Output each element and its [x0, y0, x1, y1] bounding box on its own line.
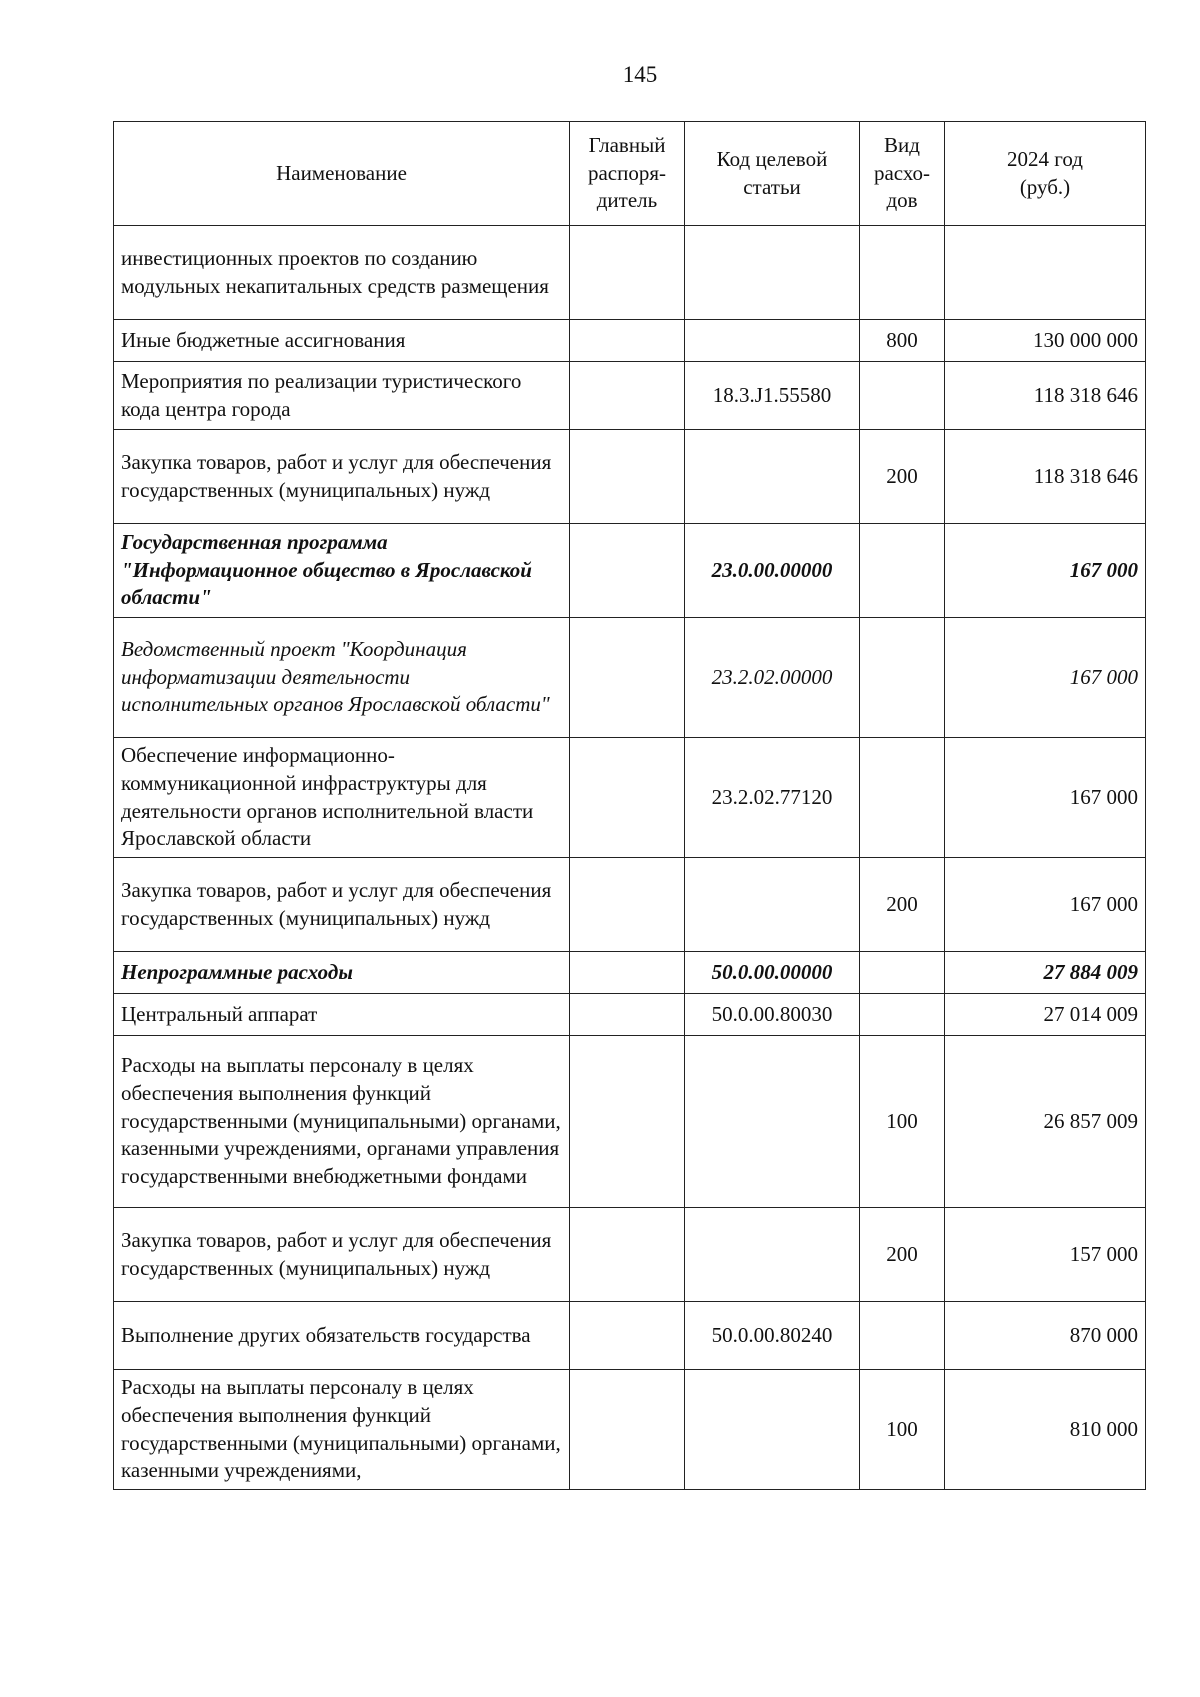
- table-row: [114, 1036, 1146, 1208]
- cell-sum: 167 000: [945, 858, 1146, 952]
- table-row: [114, 618, 1146, 738]
- cell-type: [860, 738, 945, 858]
- cell-admin: [570, 994, 685, 1036]
- table-body: [114, 226, 1146, 1490]
- cell-type: [860, 994, 945, 1036]
- cell-admin: [570, 320, 685, 362]
- cell-name: Иные бюджетные ассигнования: [114, 320, 570, 362]
- table-row: [114, 524, 1146, 618]
- cell-code: 50.0.00.80240: [685, 1302, 860, 1370]
- budget-table: [113, 121, 1146, 1490]
- cell-code: [685, 1036, 860, 1208]
- cell-name: Центральный аппарат: [114, 994, 570, 1036]
- cell-code: [685, 1208, 860, 1302]
- cell-code: 18.3.J1.55580: [685, 362, 860, 430]
- cell-admin: [570, 952, 685, 994]
- table-row: [114, 226, 1146, 320]
- cell-name: Обеспечение информационно-коммуникационной инфраструктуры для деятельности органов исполнительной власти Ярославской области: [114, 738, 570, 858]
- cell-code: [685, 430, 860, 524]
- cell-code: [685, 1370, 860, 1490]
- table-row: [114, 994, 1146, 1036]
- header-code: Код целевой статьи: [685, 122, 860, 226]
- cell-admin: [570, 1370, 685, 1490]
- cell-sum: 167 000: [945, 618, 1146, 738]
- cell-name: Государственная программа "Информационное общество в Ярославской области": [114, 524, 570, 618]
- cell-sum: 157 000: [945, 1208, 1146, 1302]
- header-name: Наименование: [114, 122, 570, 226]
- page-number: 145: [622, 62, 658, 87]
- table-row: [114, 1370, 1146, 1490]
- cell-admin: [570, 1208, 685, 1302]
- cell-code: 50.0.00.80030: [685, 994, 860, 1036]
- cell-sum: 810 000: [945, 1370, 1146, 1490]
- cell-sum: 167 000: [945, 738, 1146, 858]
- table-row: [114, 1208, 1146, 1302]
- cell-admin: [570, 524, 685, 618]
- table-row: [114, 952, 1146, 994]
- cell-name: Непрограммные расходы: [114, 952, 570, 994]
- cell-type: [860, 226, 945, 320]
- cell-type: [860, 952, 945, 994]
- table-row: [114, 320, 1146, 362]
- cell-name: Расходы на выплаты персоналу в целях обеспечения выполнения функций государственными (муниципальными) органами, казенными учреждениями, органами управления государственными внебюджетными фондами: [114, 1036, 570, 1208]
- cell-name: Выполнение других обязательств государства: [114, 1302, 570, 1370]
- cell-admin: [570, 618, 685, 738]
- cell-sum: 130 000 000: [945, 320, 1146, 362]
- table-row: [114, 1302, 1146, 1370]
- header-admin: Главный распоря- дитель: [570, 122, 685, 226]
- cell-sum: 27 884 009: [945, 952, 1146, 994]
- cell-code: 50.0.00.00000: [685, 952, 860, 994]
- cell-sum: 26 857 009: [945, 1036, 1146, 1208]
- cell-type: 200: [860, 858, 945, 952]
- header-sum: 2024 год (руб.): [945, 122, 1146, 226]
- cell-admin: [570, 1036, 685, 1208]
- cell-type: 100: [860, 1036, 945, 1208]
- cell-admin: [570, 738, 685, 858]
- cell-code: [685, 320, 860, 362]
- cell-code: 23.2.02.77120: [685, 738, 860, 858]
- cell-code: [685, 858, 860, 952]
- cell-name: Ведомственный проект "Координация информатизации деятельности исполнительных органов Ярославской области": [114, 618, 570, 738]
- cell-admin: [570, 430, 685, 524]
- cell-name: Закупка товаров, работ и услуг для обеспечения государственных (муниципальных) нужд: [114, 858, 570, 952]
- cell-type: [860, 1302, 945, 1370]
- cell-admin: [570, 1302, 685, 1370]
- cell-type: 200: [860, 430, 945, 524]
- cell-type: [860, 362, 945, 430]
- table-header: [114, 122, 1146, 226]
- cell-sum: 118 318 646: [945, 362, 1146, 430]
- cell-code: [685, 226, 860, 320]
- header-type: Вид расхо- дов: [860, 122, 945, 226]
- cell-sum: [945, 226, 1146, 320]
- table-row: [114, 430, 1146, 524]
- cell-sum: 167 000: [945, 524, 1146, 618]
- cell-sum: 118 318 646: [945, 430, 1146, 524]
- cell-admin: [570, 362, 685, 430]
- cell-code: 23.2.02.00000: [685, 618, 860, 738]
- cell-name: Мероприятия по реализации туристического кода центра города: [114, 362, 570, 430]
- cell-name: Расходы на выплаты персоналу в целях обеспечения выполнения функций государственными (муниципальными) органами, казенными учреждениями,: [114, 1370, 570, 1490]
- cell-type: [860, 618, 945, 738]
- cell-admin: [570, 858, 685, 952]
- cell-type: 800: [860, 320, 945, 362]
- cell-sum: 27 014 009: [945, 994, 1146, 1036]
- cell-sum: 870 000: [945, 1302, 1146, 1370]
- cell-type: 100: [860, 1370, 945, 1490]
- table-row: [114, 858, 1146, 952]
- cell-type: [860, 524, 945, 618]
- cell-name: Закупка товаров, работ и услуг для обеспечения государственных (муниципальных) нужд: [114, 1208, 570, 1302]
- cell-code: 23.0.00.00000: [685, 524, 860, 618]
- cell-name: инвестиционных проектов по созданию модульных некапитальных средств размещения: [114, 226, 570, 320]
- cell-name: Закупка товаров, работ и услуг для обеспечения государственных (муниципальных) нужд: [114, 430, 570, 524]
- table-row: [114, 362, 1146, 430]
- table-row: [114, 738, 1146, 858]
- cell-type: 200: [860, 1208, 945, 1302]
- cell-admin: [570, 226, 685, 320]
